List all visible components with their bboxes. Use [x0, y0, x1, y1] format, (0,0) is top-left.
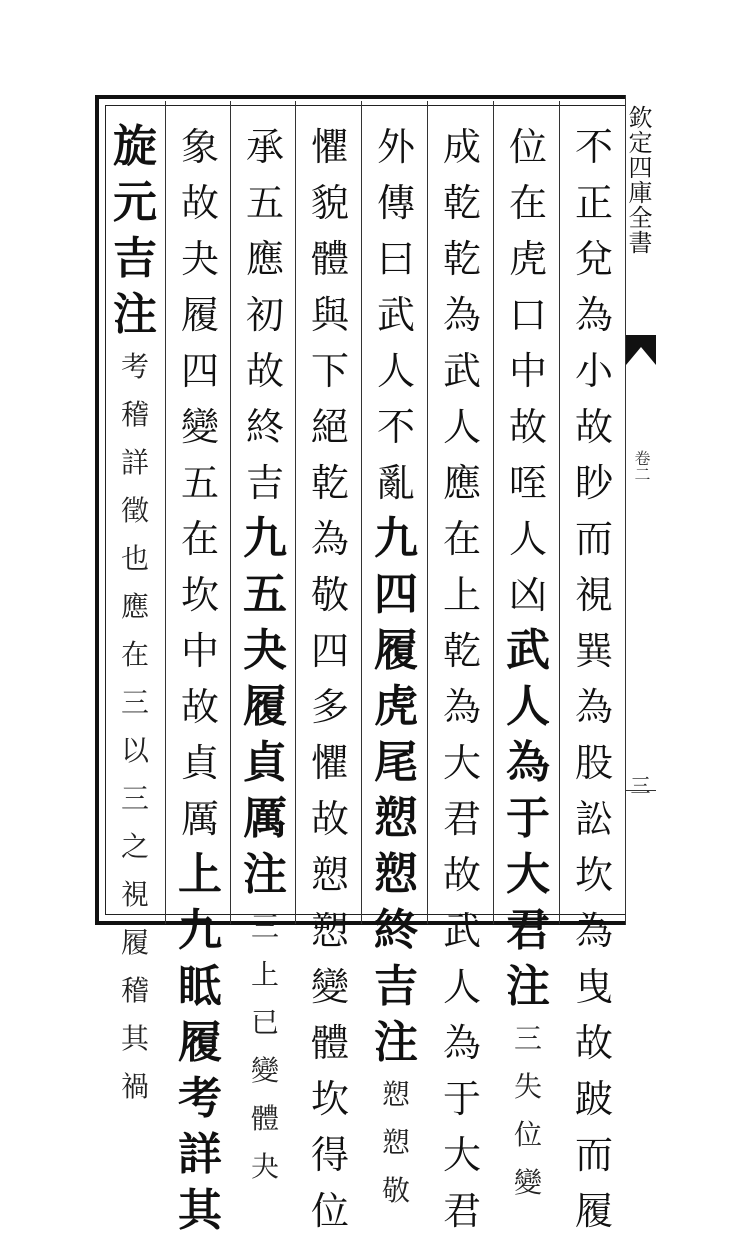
text-char: 在	[120, 638, 149, 671]
text-char: 為	[574, 909, 613, 953]
text-char: 三	[513, 1022, 542, 1055]
book-page	[95, 95, 655, 1236]
text-char: 人	[442, 405, 481, 449]
text-char: 坎	[180, 573, 219, 617]
text-char: 五	[243, 569, 287, 620]
text-char: 其	[178, 1185, 222, 1236]
text-char: 貞	[180, 741, 219, 785]
text-char: 曳	[574, 965, 613, 1009]
text-char: 愬	[381, 1078, 410, 1111]
text-char: 履	[374, 625, 418, 676]
text-char: 厲	[243, 793, 287, 844]
text-char: 君	[442, 1189, 481, 1233]
text-char: 坎	[310, 1077, 349, 1121]
text-char: 大	[442, 1133, 481, 1177]
text-char: 上	[178, 849, 222, 900]
text-char: 以	[120, 734, 149, 767]
page-margin-strip	[625, 95, 656, 925]
text-char: 武	[442, 349, 481, 393]
text-char: 貞	[243, 737, 287, 788]
text-char: 九	[374, 513, 418, 564]
page-number: 三	[627, 775, 651, 795]
text-char: 體	[310, 1021, 349, 1065]
text-char: 人	[508, 517, 547, 561]
text-char: 坎	[574, 853, 613, 897]
text-char: 之	[120, 830, 149, 863]
text-char: 為	[442, 1021, 481, 1065]
text-char: 敬	[310, 573, 349, 617]
text-char: 虎	[508, 237, 547, 281]
text-char: 四	[374, 569, 418, 620]
text-char: 五	[180, 461, 219, 505]
text-char: 位	[513, 1118, 542, 1151]
text-char: 稽	[120, 974, 149, 1007]
text-char: 與	[310, 293, 349, 337]
text-char: 終	[374, 905, 418, 956]
text-char: 乾	[442, 629, 481, 673]
text-char: 吉	[245, 461, 284, 505]
text-char: 吉	[374, 961, 418, 1012]
text-char: 君	[506, 905, 550, 956]
text-char: 注	[113, 289, 157, 340]
text-char: 愬	[374, 849, 418, 900]
text-char: 中	[180, 629, 219, 673]
text-char: 尾	[374, 737, 418, 788]
text-char: 正	[574, 181, 613, 225]
text-char: 大	[506, 849, 550, 900]
text-char: 于	[442, 1077, 481, 1121]
text-char: 懼	[310, 741, 349, 785]
text-char: 注	[506, 961, 550, 1012]
text-char: 愬	[310, 853, 349, 897]
text-char: 變	[250, 1054, 279, 1087]
text-char: 禍	[120, 1070, 149, 1103]
text-char: 九	[178, 905, 222, 956]
text-char: 考	[120, 350, 149, 383]
text-char: 愬	[381, 1126, 410, 1159]
text-char: 注	[374, 1017, 418, 1068]
text-char: 絕	[310, 405, 349, 449]
text-column-2	[496, 119, 560, 1199]
text-char: 在	[442, 517, 481, 561]
text-char: 為	[310, 517, 349, 561]
text-char: 變	[513, 1166, 542, 1199]
text-char: 失	[513, 1070, 542, 1103]
text-char: 故	[180, 181, 219, 225]
text-char: 愬	[310, 909, 349, 953]
text-column-8	[103, 119, 167, 1103]
text-char: 不	[574, 125, 613, 169]
text-char: 三	[250, 910, 279, 943]
text-char: 故	[574, 405, 613, 449]
text-char: 于	[506, 793, 550, 844]
text-char: 詳	[120, 446, 149, 479]
text-char: 稽	[120, 398, 149, 431]
text-char: 凶	[508, 573, 547, 617]
text-char: 乾	[310, 461, 349, 505]
text-char: 貌	[310, 181, 349, 225]
text-char: 九	[243, 513, 287, 564]
text-char: 也	[120, 542, 149, 575]
text-char: 人	[506, 681, 550, 732]
text-char: 體	[250, 1102, 279, 1135]
text-char: 為	[442, 293, 481, 337]
text-char: 而	[574, 1133, 613, 1177]
text-char: 注	[243, 849, 287, 900]
text-char: 武	[506, 625, 550, 676]
text-char: 武	[376, 293, 415, 337]
text-char: 故	[574, 1021, 613, 1065]
text-char: 傳	[376, 181, 415, 225]
book-title: 欽定四庫全書	[624, 105, 652, 255]
text-char: 人	[376, 349, 415, 393]
text-char: 四	[310, 629, 349, 673]
text-char: 愬	[374, 793, 418, 844]
text-char: 訟	[574, 797, 613, 841]
text-column-4	[364, 119, 428, 1207]
text-char: 考	[178, 1073, 222, 1124]
text-char: 敬	[381, 1174, 410, 1207]
text-char: 五	[245, 181, 284, 225]
text-char: 應	[245, 237, 284, 281]
text-char: 外	[376, 125, 415, 169]
text-char: 故	[508, 405, 547, 449]
text-char: 已	[250, 1006, 279, 1039]
text-column-1	[562, 119, 626, 1233]
text-char: 多	[310, 685, 349, 729]
text-char: 股	[574, 741, 613, 785]
text-char: 三	[120, 782, 149, 815]
text-char: 故	[442, 853, 481, 897]
text-char: 故	[310, 797, 349, 841]
text-char: 小	[574, 349, 613, 393]
text-char: 亂	[376, 461, 415, 505]
text-char: 君	[442, 797, 481, 841]
text-char: 跛	[574, 1077, 613, 1121]
text-char: 其	[120, 1022, 149, 1055]
text-char: 三	[120, 686, 149, 719]
text-char: 上	[250, 958, 279, 991]
text-char: 上	[442, 573, 481, 617]
text-char: 夬	[250, 1150, 279, 1183]
text-char: 應	[120, 590, 149, 623]
fish-tail-mark-icon	[626, 335, 656, 365]
text-char: 咥	[508, 461, 547, 505]
text-char: 象	[180, 125, 219, 169]
text-char: 武	[442, 909, 481, 953]
text-char: 變	[310, 965, 349, 1009]
text-char: 兌	[574, 237, 613, 281]
text-char: 視	[120, 878, 149, 911]
text-column-3	[430, 119, 494, 1233]
text-char: 懼	[310, 125, 349, 169]
text-char: 大	[442, 741, 481, 785]
text-char: 履	[180, 293, 219, 337]
text-char: 口	[508, 293, 547, 337]
text-char: 四	[180, 349, 219, 393]
text-char: 為	[442, 685, 481, 729]
text-char: 履	[574, 1189, 613, 1233]
text-char: 為	[574, 293, 613, 337]
text-char: 人	[442, 965, 481, 1009]
text-char: 承	[245, 125, 284, 169]
text-char: 不	[376, 405, 415, 449]
text-char: 曰	[376, 237, 415, 281]
text-char: 巽	[574, 629, 613, 673]
text-char: 變	[180, 405, 219, 449]
text-char: 位	[508, 125, 547, 169]
volume-label: 卷二	[632, 450, 651, 482]
text-char: 應	[442, 461, 481, 505]
text-char: 故	[180, 685, 219, 729]
text-char: 體	[310, 237, 349, 281]
text-char: 眇	[574, 461, 613, 505]
text-char: 虎	[374, 681, 418, 732]
text-char: 履	[178, 1017, 222, 1068]
text-char: 位	[310, 1189, 349, 1233]
text-column-7	[168, 119, 232, 1236]
text-char: 下	[310, 349, 349, 393]
text-char: 初	[245, 293, 284, 337]
text-char: 乾	[442, 181, 481, 225]
text-column-6	[233, 119, 297, 1183]
text-char: 終	[245, 405, 284, 449]
text-char: 夬	[180, 237, 219, 281]
text-char: 旋	[113, 121, 157, 172]
text-char: 厲	[180, 797, 219, 841]
text-char: 在	[508, 181, 547, 225]
text-char: 履	[243, 681, 287, 732]
text-char: 得	[310, 1133, 349, 1177]
text-char: 故	[245, 349, 284, 393]
text-char: 徵	[120, 494, 149, 527]
text-char: 在	[180, 517, 219, 561]
text-column-5	[298, 119, 362, 1233]
text-char: 詳	[178, 1129, 222, 1180]
text-char: 履	[120, 926, 149, 959]
text-char: 眡	[178, 961, 222, 1012]
text-char: 元	[113, 177, 157, 228]
text-char: 為	[574, 685, 613, 729]
text-char: 夬	[243, 625, 287, 676]
text-char: 吉	[113, 233, 157, 284]
text-char: 中	[508, 349, 547, 393]
text-char: 視	[574, 573, 613, 617]
text-char: 而	[574, 517, 613, 561]
text-char: 為	[506, 737, 550, 788]
text-char: 成	[442, 125, 481, 169]
text-char: 乾	[442, 237, 481, 281]
